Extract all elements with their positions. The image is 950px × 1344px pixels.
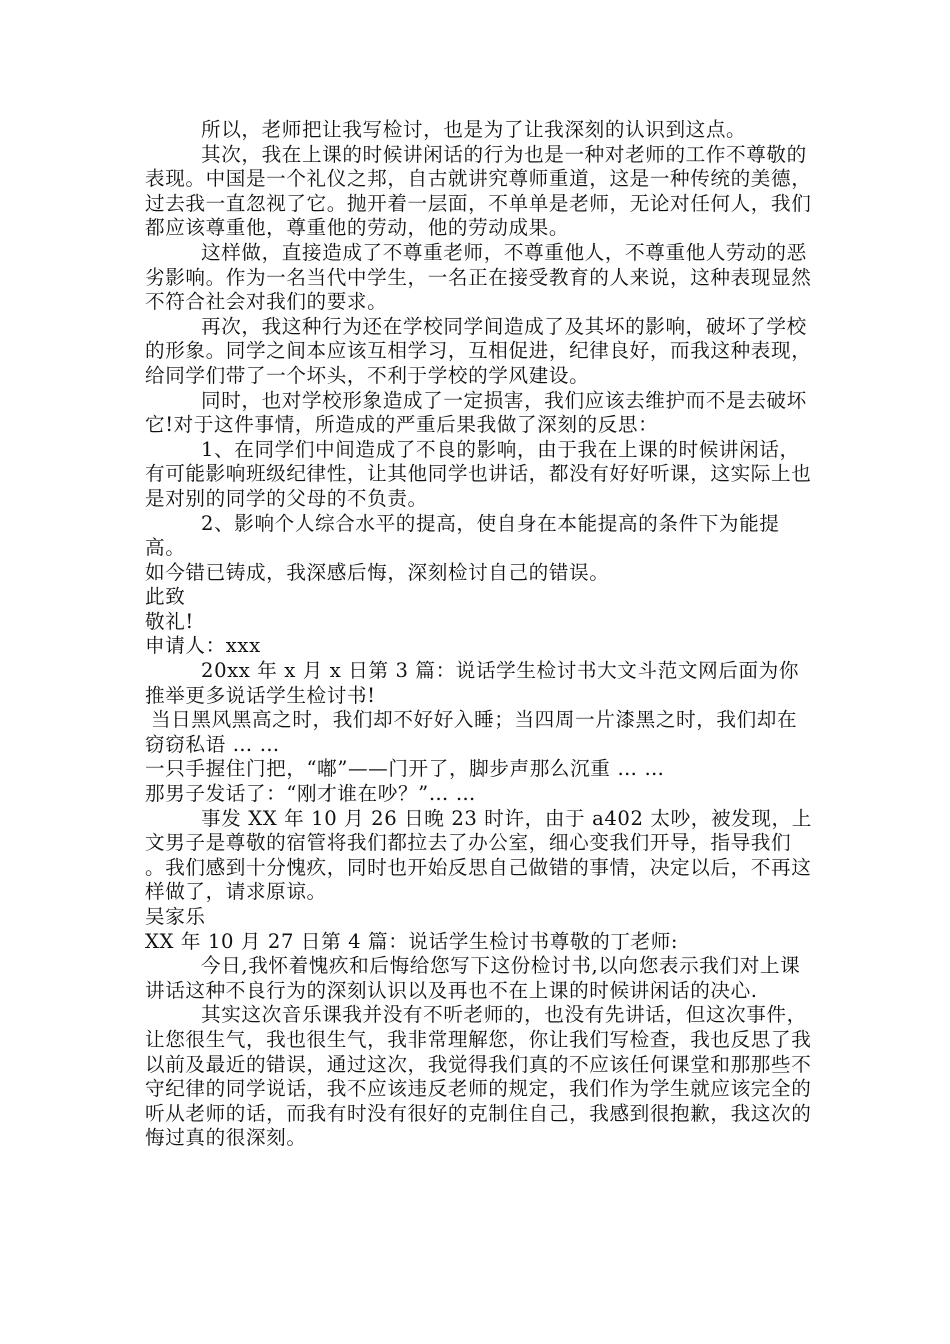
paragraph: 当日黑风黑高之时，我们却不好好入睡；当四周一片漆黑之时，我们却在窃窃私语 … … — [145, 708, 798, 756]
paragraph: 同时，也对学校形象造成了一定损害，我们应该去维护而不是去破坏它!对于这件事情，所造成的严重后果我做了深刻的反思： — [145, 388, 807, 437]
paragraph: 一只手握住门把，“嘟”——门开了，脚步声那么沉重 … … — [145, 757, 665, 781]
paragraph: 其实这次音乐课我并没有不听老师的，也没有先讲话，但这次事件，让您很生气，我也很生气，我非常理解您，你让我们写检查，我也反思了我以前及最近的错误，通过这次，我觉得我们真的不应该任何课堂和那那些不守纪律的同学说话，我不应该违反老师的规定，我们作为学生就应该完全的听从老师的话，而我有时没有很好的克制住自己，我感到很抱歉，我这次的悔过真的很深刻。 — [145, 1003, 812, 1150]
signature: 申请人：xxx — [145, 634, 261, 658]
signature: 吴家乐 — [145, 905, 206, 928]
section-heading: 20xx 年 x 月 x 日第 3 篇：说话学生检讨书大文斗范文网后面为你推举更多说话学生检讨书! — [145, 659, 800, 707]
paragraph: 那男子发话了：“刚才谁在吵？”… … — [145, 782, 476, 806]
list-item: 2、影响个人综合水平的提高，使自身在本能提高的条件下为能提高。 — [145, 511, 780, 560]
paragraph: 如今错已铸成，我深感后悔，深刻检讨自己的错误。 — [145, 560, 610, 584]
paragraph: 事发 XX 年 10 月 26 日晚 23 时许，由于 a402 太吵，被发现，上文男子是尊敬的宿管将我们都拉去了办公室，细心变我们开导，指导我们 。我们感到十分愧疚，同时也开始反思自己做错的事情，决定以后，不再这样做了，请求原谅。 — [145, 806, 812, 904]
document-body — [145, 118, 813, 1151]
paragraph: 再次，我这种行为还在学校同学间造成了及其坏的影响，破坏了学校的形象。同学之间本应该互相学习，互相促进，纪律良好，而我这种表现，给同学们带了一个坏头，不利于学校的学风建设。 — [145, 314, 812, 387]
paragraph: 所以，老师把让我写检讨，也是为了让我深刻的认识到这点。 — [201, 118, 747, 141]
paragraph: 其次，我在上课的时候讲闲话的行为也是一种对老师的工作不尊敬的表现。中国是一个礼仪之邦，自古就讲究尊师重道，这是一种传统的美德，过去我一直忽视了它。抛开着一层面，不单单是老师，无论对任何人，我们都应该尊重他，尊重他的劳动，他的劳动成果。 — [145, 142, 812, 240]
list-item: 1、在同学们中间造成了不良的影响，由于我在上课的时候讲闲话，有可能影响班级纪律性，让其他同学也讲话，都没有好好听课，这实际上也是对别的同学的父母的不负责。 — [145, 437, 812, 510]
paragraph: 今日,我怀着愧疚和后悔给您写下这份检讨书,以向您表示我们对上课讲话这种不良行为的深刻认识以及再也不在上课的时候讲闲话的决心. — [145, 954, 801, 1002]
closing-salutation: 敬礼! — [145, 609, 194, 633]
paragraph: 这样做，直接造成了不尊重老师，不尊重他人，不尊重他人劳动的恶劣影响。作为一名当代中学生，一名正在接受教育的人来说，这种表现显然不符合社会对我们的要求。 — [145, 240, 812, 314]
closing-salutation: 此致 — [145, 585, 186, 609]
section-heading: XX 年 10 月 27 日第 4 篇：说话学生检讨书尊敬的丁老师: — [145, 929, 679, 953]
